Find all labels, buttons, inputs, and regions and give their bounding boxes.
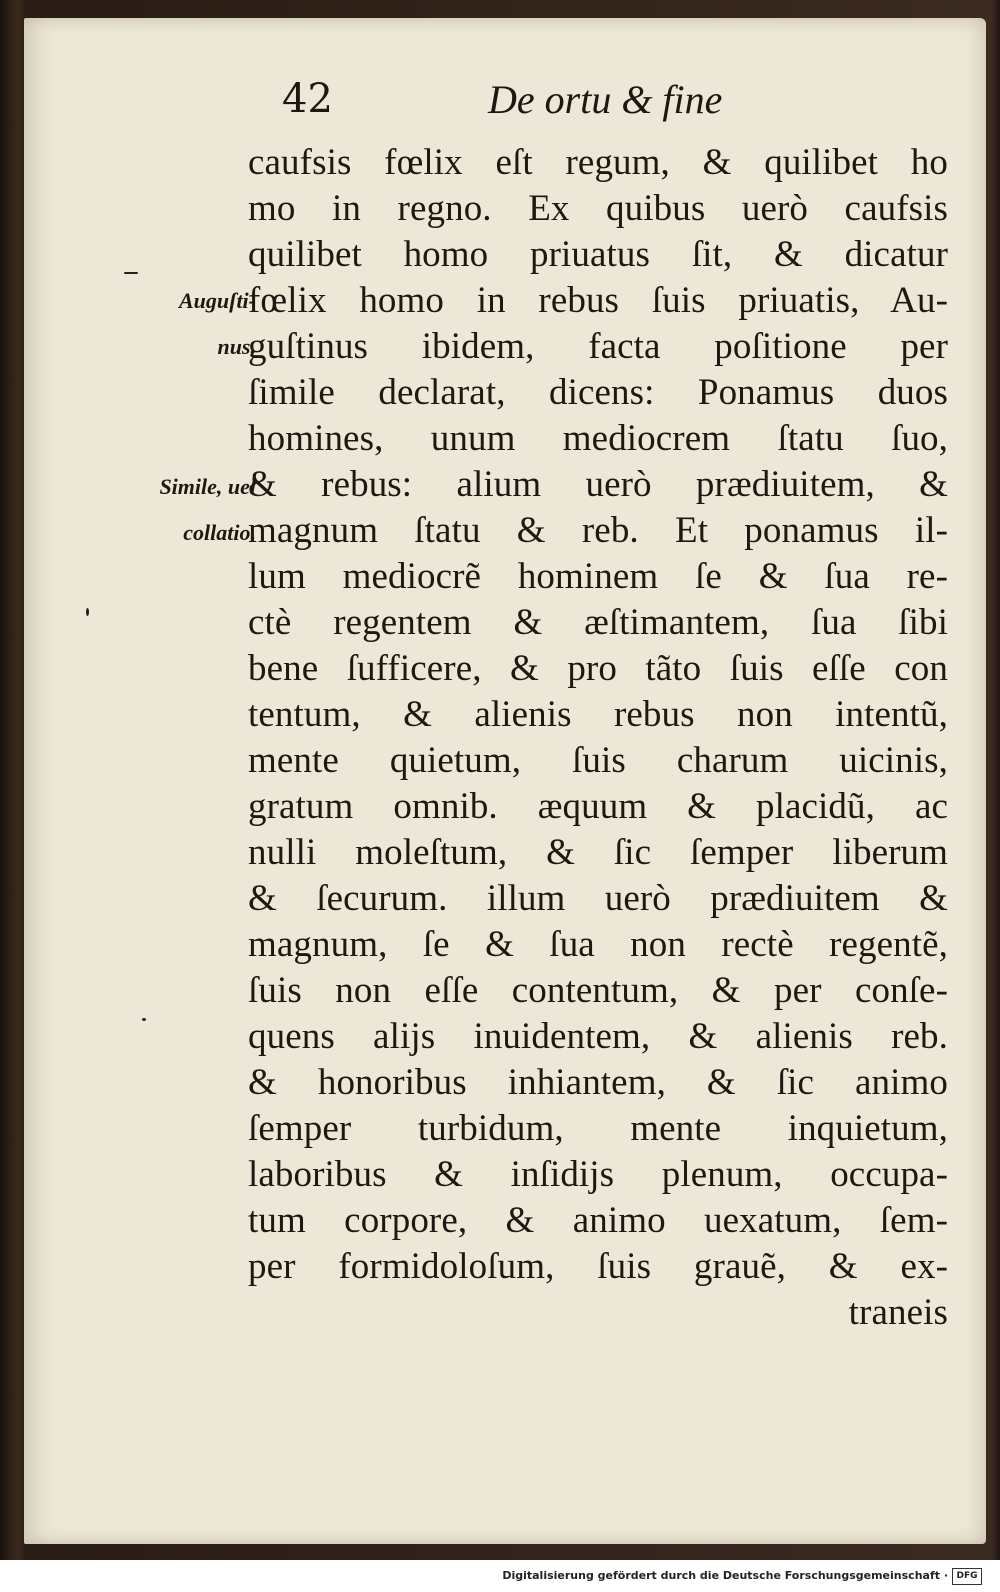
ink-speck bbox=[142, 1018, 146, 1021]
funding-credit: Digitalisierung gefördert durch die Deutsche Forschungsgemeinschaft · bbox=[502, 1569, 948, 1582]
text-line: & honoribus inhiantem, & ſic animo bbox=[248, 1062, 948, 1103]
margin-note-line: Auguſti- bbox=[178, 288, 256, 313]
ink-speck bbox=[124, 272, 138, 274]
text-line: mo in regno. Ex quibus uerò caufsis bbox=[248, 188, 948, 229]
text-line: gratum omnib. æquum & placidũ, ac bbox=[248, 786, 948, 827]
text-line: quilibet homo priuatus ſit, & dicatur bbox=[248, 234, 948, 275]
margin-note-line: Simile, uel bbox=[159, 474, 256, 499]
body-text bbox=[248, 140, 948, 1336]
text-line: homines, unum mediocrem ſtatu ſuo, bbox=[248, 418, 948, 459]
text-line: guſtinus ibidem, facta poſitione per bbox=[248, 326, 948, 367]
catchword: traneis bbox=[848, 1292, 948, 1333]
margin-note-simile bbox=[96, 464, 256, 556]
page-number: 42 bbox=[282, 76, 333, 122]
text-line: caufsis fœlix eſt regum, & quilibet ho bbox=[248, 142, 948, 183]
margin-note-augustinus bbox=[96, 278, 256, 370]
digitization-footer bbox=[0, 1560, 1000, 1592]
text-line: ſimile declarat, dicens: Ponamus duos bbox=[248, 372, 948, 413]
margin-note-line: nus. bbox=[217, 334, 256, 359]
text-line: bene ſufficere, & pro tãto ſuis eſſe con bbox=[248, 648, 948, 689]
text-line: laboribus & inſidijs plenum, occupa- bbox=[248, 1154, 948, 1195]
text-line: tentum, & alienis rebus non intentũ, bbox=[248, 694, 948, 735]
text-line: & rebus: alium uerò prædiuitem, & bbox=[248, 464, 948, 505]
text-line: quens alijs inuidentem, & alienis reb. bbox=[248, 1016, 948, 1057]
text-line: magnum, ſe & ſua non rectè regentẽ, bbox=[248, 924, 948, 965]
ink-speck bbox=[86, 608, 89, 616]
text-line: fœlix homo in rebus ſuis priuatis, Au- bbox=[248, 280, 948, 321]
text-line: tum corpore, & animo uexatum, ſem- bbox=[248, 1200, 948, 1241]
page-header bbox=[248, 76, 948, 140]
text-line: ſemper turbidum, mente inquietum, bbox=[248, 1108, 948, 1149]
running-title: De ortu & fine bbox=[488, 77, 723, 122]
text-line: & ſecurum. illum uerò prædiuitem & bbox=[248, 878, 948, 919]
text-line: per formidoloſum, ſuis grauẽ, & ex- bbox=[248, 1246, 948, 1287]
text-line: lum mediocrẽ hominem ſe & ſua re- bbox=[248, 556, 948, 597]
dfg-logo-icon: DFG bbox=[952, 1568, 982, 1585]
text-line: nulli moleſtum, & ſic ſemper liberum bbox=[248, 832, 948, 873]
text-line: magnum ſtatu & reb. Et ponamus il- bbox=[248, 510, 948, 551]
text-line: ſuis non eſſe contentum, & per conſe- bbox=[248, 970, 948, 1011]
text-line: ctè regentem & æſtimantem, ſua ſibi bbox=[248, 602, 948, 643]
margin-note-line: collatio. bbox=[183, 520, 256, 545]
text-line: mente quietum, ſuis charum uicinis, bbox=[248, 740, 948, 781]
